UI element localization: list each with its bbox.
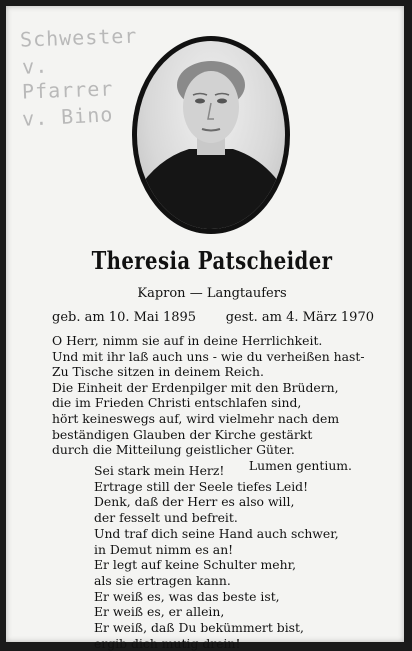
poem-text [94, 463, 384, 651]
prayer-line: durch die Mitteilung geistlicher Güter. [52, 442, 295, 458]
poem-line: Denk, daß der Herr es also will, [94, 494, 295, 510]
poem-line: in Demut nimm es an! [94, 541, 234, 557]
poem-line: ergib dich mutig drein! [94, 635, 241, 651]
handwritten-line: Pfarrer [21, 76, 114, 104]
poem-line: Er legt auf keine Schulter mehr, [94, 557, 297, 573]
deceased-name: Theresia Patscheider [91, 246, 333, 275]
poem-line: Er weiß es, was das beste ist, [94, 588, 280, 604]
poem-line: Ertrage still der Seele tiefes Leid! [94, 478, 309, 494]
prayer-text [52, 333, 382, 473]
handwritten-line: Schwester [19, 23, 138, 52]
prayer-line: Zu Tische sitzen in deinem Reich. [52, 364, 264, 380]
prayer-line: Und mit ihr laß auch uns - wie du verheißen hast- [52, 348, 365, 364]
prayer-line: die im Frieden Christi entschlafen sind, [52, 395, 302, 411]
portrait-photo [137, 41, 285, 229]
poem-line: als sie ertragen kann. [94, 572, 231, 588]
prayer-line: Die Einheit der Erdenpilger mit den Brüdern, [52, 379, 339, 395]
birth-date: geb. am 10. Mai 1895 [52, 310, 197, 325]
portrait-illustration [137, 41, 285, 229]
poem-line: Sei stark mein Herz! [94, 463, 225, 478]
death-date: gest. am 4. März 1970 [225, 310, 374, 325]
memorial-card [6, 6, 404, 651]
poem-line: der fesselt und befreit. [94, 510, 238, 526]
life-dates [52, 310, 374, 325]
portrait-frame [132, 36, 290, 234]
handwritten-line: v. Bino [21, 102, 114, 131]
poem-line: Er weiß es, er allein, [94, 604, 225, 620]
prayer-line: hört keineswegs auf, wird vielmehr nach dem [52, 410, 340, 426]
handwritten-line: v. [21, 53, 49, 79]
prayer-line: beständigen Glauben der Kirche gestärkt [52, 426, 313, 442]
poem-line: Er weiß, daß Du bekümmert bist, [94, 620, 304, 636]
poem-line: Und traf dich seine Hand auch schwer, [94, 525, 339, 541]
prayer-source: Lumen gentium. [248, 457, 352, 473]
prayer-line: O Herr, nimm sie auf in deine Herrlichkeit. [52, 333, 323, 348]
deceased-place: Kapron — Langtaufers [137, 286, 287, 301]
